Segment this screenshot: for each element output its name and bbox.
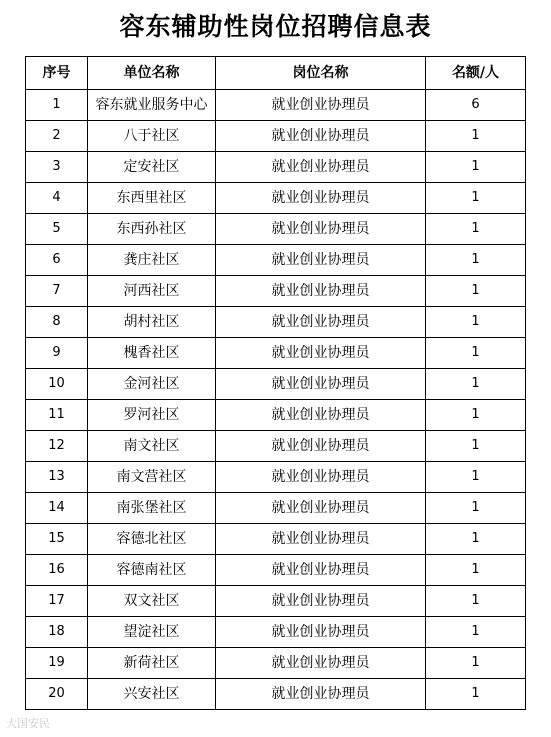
cell-index: 2 xyxy=(26,121,88,152)
cell-position-name: 就业创业协理员 xyxy=(216,679,426,710)
cell-quota: 1 xyxy=(426,245,526,276)
cell-unit-name: 双文社区 xyxy=(88,586,216,617)
cell-quota: 1 xyxy=(426,462,526,493)
cell-index: 18 xyxy=(26,617,88,648)
recruitment-table xyxy=(25,56,526,710)
header-quota: 名额/人 xyxy=(426,57,526,90)
cell-quota: 6 xyxy=(426,90,526,121)
cell-index: 12 xyxy=(26,431,88,462)
cell-unit-name: 新荷社区 xyxy=(88,648,216,679)
cell-position-name: 就业创业协理员 xyxy=(216,214,426,245)
cell-index: 13 xyxy=(26,462,88,493)
cell-quota: 1 xyxy=(426,214,526,245)
cell-index: 5 xyxy=(26,214,88,245)
table-row xyxy=(26,90,526,121)
cell-index: 17 xyxy=(26,586,88,617)
page-title: 容东辅助性岗位招聘信息表 xyxy=(119,12,432,41)
table-row xyxy=(26,586,526,617)
cell-unit-name: 东西里社区 xyxy=(88,183,216,214)
cell-quota: 1 xyxy=(426,307,526,338)
table-row xyxy=(26,214,526,245)
cell-position-name: 就业创业协理员 xyxy=(216,276,426,307)
cell-unit-name: 南文社区 xyxy=(88,431,216,462)
cell-position-name: 就业创业协理员 xyxy=(216,400,426,431)
cell-quota: 1 xyxy=(426,555,526,586)
cell-quota: 1 xyxy=(426,276,526,307)
table-row xyxy=(26,307,526,338)
cell-quota: 1 xyxy=(426,400,526,431)
cell-position-name: 就业创业协理员 xyxy=(216,152,426,183)
cell-index: 8 xyxy=(26,307,88,338)
table-row xyxy=(26,462,526,493)
cell-quota: 1 xyxy=(426,524,526,555)
cell-quota: 1 xyxy=(426,121,526,152)
cell-unit-name: 容东就业服务中心 xyxy=(88,90,216,121)
cell-position-name: 就业创业协理员 xyxy=(216,462,426,493)
table-body xyxy=(26,90,526,710)
cell-index: 3 xyxy=(26,152,88,183)
cell-index: 1 xyxy=(26,90,88,121)
cell-unit-name: 望淀社区 xyxy=(88,617,216,648)
table-row xyxy=(26,369,526,400)
cell-unit-name: 东西孙社区 xyxy=(88,214,216,245)
cell-quota: 1 xyxy=(426,679,526,710)
cell-position-name: 就业创业协理员 xyxy=(216,586,426,617)
cell-position-name: 就业创业协理员 xyxy=(216,555,426,586)
cell-quota: 1 xyxy=(426,648,526,679)
cell-unit-name: 容德北社区 xyxy=(88,524,216,555)
cell-index: 16 xyxy=(26,555,88,586)
cell-index: 11 xyxy=(26,400,88,431)
cell-unit-name: 胡村社区 xyxy=(88,307,216,338)
cell-unit-name: 金河社区 xyxy=(88,369,216,400)
cell-position-name: 就业创业协理员 xyxy=(216,524,426,555)
cell-unit-name: 定安社区 xyxy=(88,152,216,183)
cell-quota: 1 xyxy=(426,338,526,369)
header-index: 序号 xyxy=(26,57,88,90)
table-row xyxy=(26,493,526,524)
cell-position-name: 就业创业协理员 xyxy=(216,431,426,462)
header-unit-name: 单位名称 xyxy=(88,57,216,90)
header-position-name: 岗位名称 xyxy=(216,57,426,90)
cell-unit-name: 罗河社区 xyxy=(88,400,216,431)
table-header-row xyxy=(26,57,526,90)
cell-index: 10 xyxy=(26,369,88,400)
table-row xyxy=(26,276,526,307)
cell-position-name: 就业创业协理员 xyxy=(216,493,426,524)
table-row xyxy=(26,183,526,214)
cell-unit-name: 河西社区 xyxy=(88,276,216,307)
cell-position-name: 就业创业协理员 xyxy=(216,90,426,121)
table-row xyxy=(26,121,526,152)
cell-quota: 1 xyxy=(426,586,526,617)
cell-position-name: 就业创业协理员 xyxy=(216,307,426,338)
cell-quota: 1 xyxy=(426,493,526,524)
cell-index: 19 xyxy=(26,648,88,679)
cell-unit-name: 容德南社区 xyxy=(88,555,216,586)
cell-unit-name: 兴安社区 xyxy=(88,679,216,710)
cell-index: 15 xyxy=(26,524,88,555)
cell-index: 20 xyxy=(26,679,88,710)
cell-position-name: 就业创业协理员 xyxy=(216,617,426,648)
table-row xyxy=(26,431,526,462)
cell-index: 14 xyxy=(26,493,88,524)
cell-index: 6 xyxy=(26,245,88,276)
table-row xyxy=(26,648,526,679)
cell-position-name: 就业创业协理员 xyxy=(216,121,426,152)
cell-unit-name: 龚庄社区 xyxy=(88,245,216,276)
cell-quota: 1 xyxy=(426,617,526,648)
cell-quota: 1 xyxy=(426,183,526,214)
cell-index: 4 xyxy=(26,183,88,214)
cell-index: 9 xyxy=(26,338,88,369)
cell-quota: 1 xyxy=(426,152,526,183)
table-row xyxy=(26,245,526,276)
table-row xyxy=(26,679,526,710)
table-row xyxy=(26,555,526,586)
cell-unit-name: 八于社区 xyxy=(88,121,216,152)
table-row xyxy=(26,152,526,183)
cell-quota: 1 xyxy=(426,431,526,462)
cell-index: 7 xyxy=(26,276,88,307)
table-row xyxy=(26,617,526,648)
table-row xyxy=(26,338,526,369)
cell-position-name: 就业创业协理员 xyxy=(216,245,426,276)
cell-quota: 1 xyxy=(426,369,526,400)
table-row xyxy=(26,400,526,431)
cell-position-name: 就业创业协理员 xyxy=(216,183,426,214)
table-row xyxy=(26,524,526,555)
cell-position-name: 就业创业协理员 xyxy=(216,648,426,679)
watermark-text: 大国安民 xyxy=(6,717,50,730)
cell-unit-name: 南张堡社区 xyxy=(88,493,216,524)
cell-unit-name: 南文营社区 xyxy=(88,462,216,493)
cell-position-name: 就业创业协理员 xyxy=(216,369,426,400)
cell-position-name: 就业创业协理员 xyxy=(216,338,426,369)
cell-unit-name: 槐香社区 xyxy=(88,338,216,369)
